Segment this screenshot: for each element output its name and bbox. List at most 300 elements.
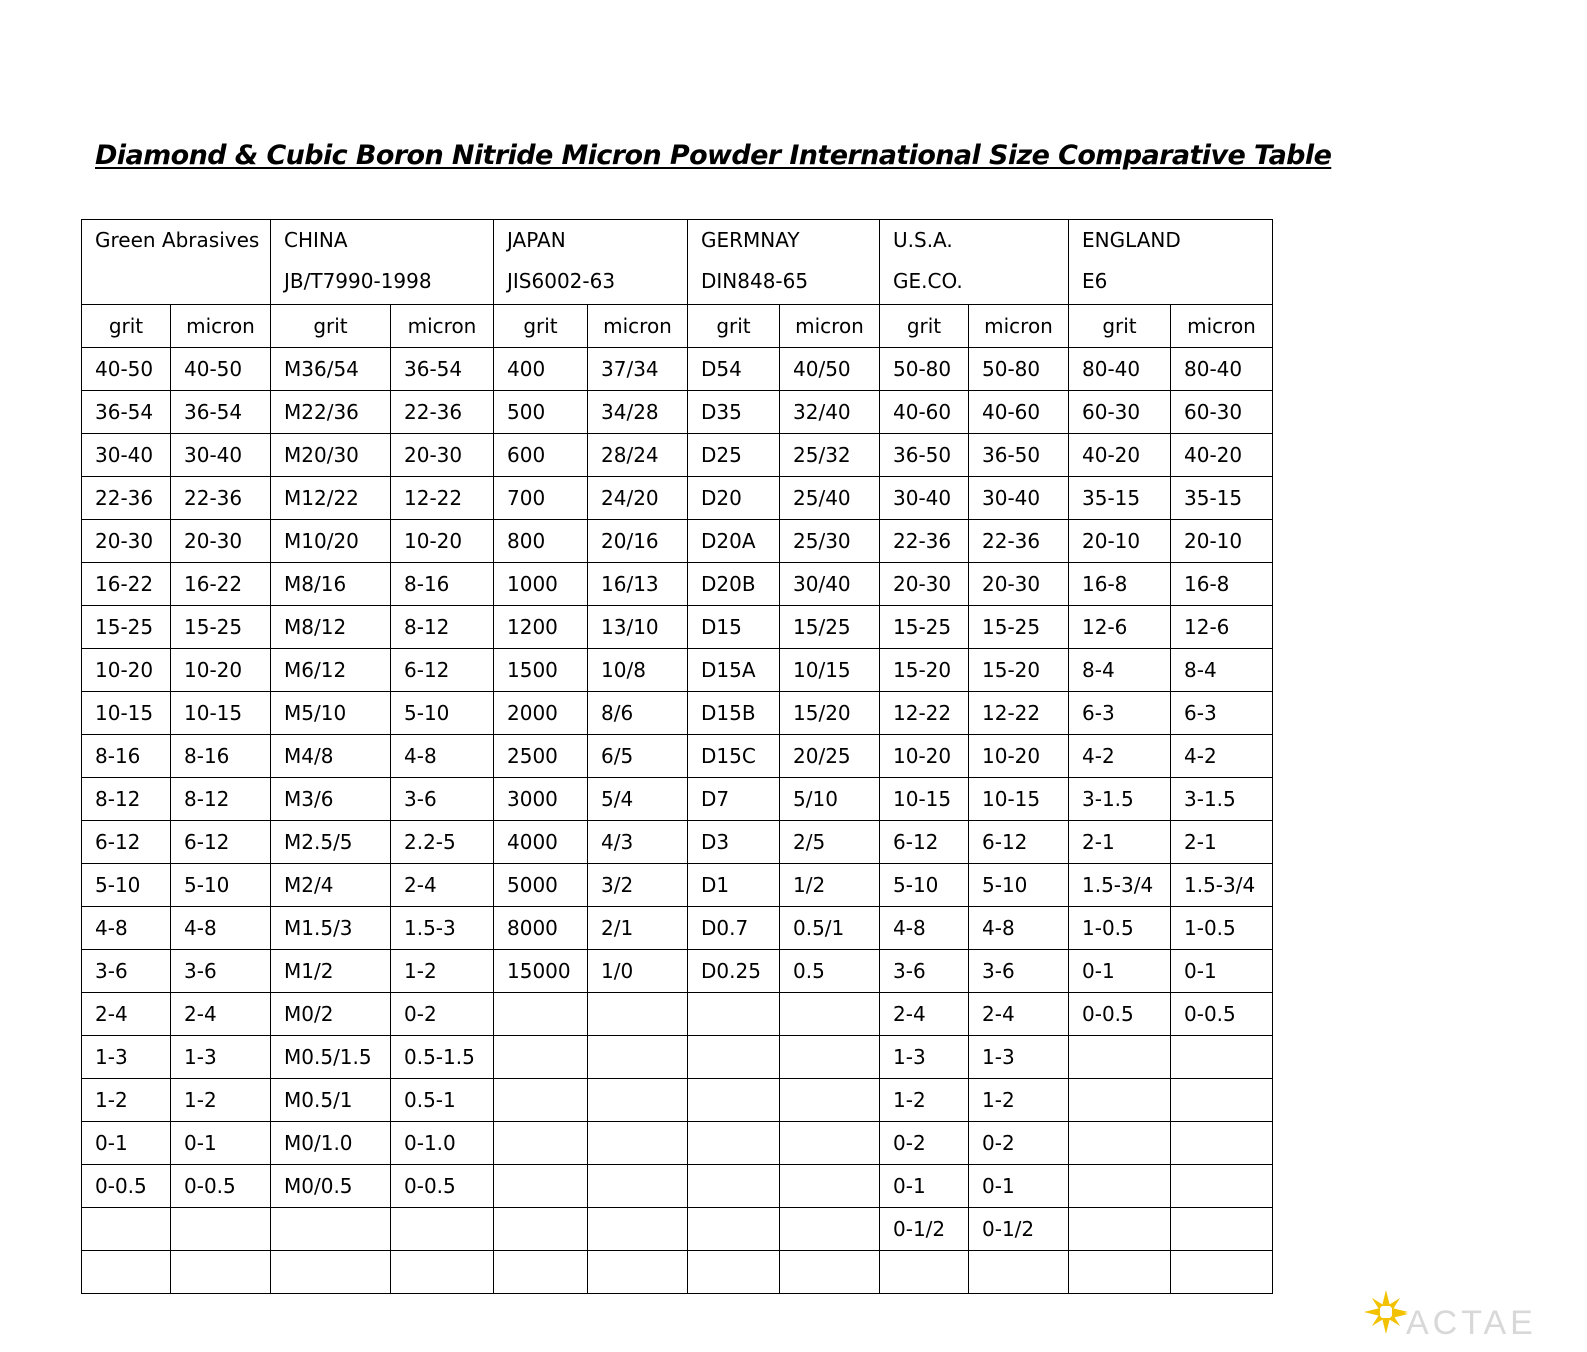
table-row bbox=[82, 1165, 1273, 1208]
table-cell: 6-12 bbox=[880, 821, 969, 864]
table-cell bbox=[780, 1251, 880, 1294]
table-cell: 1-3 bbox=[171, 1036, 271, 1079]
table-cell bbox=[82, 1251, 171, 1294]
table-cell: 30-40 bbox=[82, 434, 171, 477]
table-cell: 10-20 bbox=[82, 649, 171, 692]
table-cell: 0-0.5 bbox=[1069, 993, 1171, 1036]
table-cell: M1/2 bbox=[271, 950, 391, 993]
table-cell: 1-2 bbox=[171, 1079, 271, 1122]
region-header bbox=[494, 220, 688, 305]
table-cell: 6-3 bbox=[1171, 692, 1273, 735]
table-cell: 40-20 bbox=[1171, 434, 1273, 477]
table-cell: M10/20 bbox=[271, 520, 391, 563]
table-cell: 16-22 bbox=[82, 563, 171, 606]
table-cell: 1-0.5 bbox=[1171, 907, 1273, 950]
table-cell bbox=[494, 1122, 588, 1165]
table-cell bbox=[271, 1208, 391, 1251]
table-cell: 5-10 bbox=[82, 864, 171, 907]
table-cell bbox=[391, 1208, 494, 1251]
table-cell bbox=[494, 1079, 588, 1122]
table-cell: 40-60 bbox=[969, 391, 1069, 434]
table-cell bbox=[1171, 1036, 1273, 1079]
table-row bbox=[82, 864, 1273, 907]
table-cell bbox=[1171, 1208, 1273, 1251]
table-cell: 1.5-3 bbox=[391, 907, 494, 950]
table-cell: 5-10 bbox=[391, 692, 494, 735]
table-cell: M8/16 bbox=[271, 563, 391, 606]
table-cell: 0-1/2 bbox=[880, 1208, 969, 1251]
table-cell: 20-30 bbox=[880, 563, 969, 606]
table-cell: M0/2 bbox=[271, 993, 391, 1036]
table-cell: 0-2 bbox=[969, 1122, 1069, 1165]
table-cell: 4000 bbox=[494, 821, 588, 864]
table-cell: 25/32 bbox=[780, 434, 880, 477]
table-cell bbox=[1069, 1208, 1171, 1251]
table-cell: 4/3 bbox=[588, 821, 688, 864]
table-cell: 20/25 bbox=[780, 735, 880, 778]
region-name: JAPAN bbox=[507, 228, 566, 252]
table-cell: 4-2 bbox=[1069, 735, 1171, 778]
table-cell: 36-50 bbox=[880, 434, 969, 477]
table-cell: 28/24 bbox=[588, 434, 688, 477]
table-cell: 2/5 bbox=[780, 821, 880, 864]
table-cell: 20-30 bbox=[171, 520, 271, 563]
table-cell: 16-8 bbox=[1171, 563, 1273, 606]
table-cell bbox=[688, 1208, 780, 1251]
table-cell: D15C bbox=[688, 735, 780, 778]
table-cell: 20/16 bbox=[588, 520, 688, 563]
table-cell: M5/10 bbox=[271, 692, 391, 735]
table-cell: 800 bbox=[494, 520, 588, 563]
table-cell: 0-2 bbox=[391, 993, 494, 1036]
region-name: CHINA bbox=[284, 228, 348, 252]
table-cell: 15000 bbox=[494, 950, 588, 993]
table-cell: 8-12 bbox=[391, 606, 494, 649]
table-cell: 20-30 bbox=[969, 563, 1069, 606]
table-row bbox=[82, 993, 1273, 1036]
table-cell: 15/25 bbox=[780, 606, 880, 649]
size-comparison-table bbox=[81, 219, 1273, 1294]
table-cell: 10-15 bbox=[82, 692, 171, 735]
table-row bbox=[82, 434, 1273, 477]
table-cell: M6/12 bbox=[271, 649, 391, 692]
table-cell: D7 bbox=[688, 778, 780, 821]
table-cell: D3 bbox=[688, 821, 780, 864]
table-cell: 8-4 bbox=[1069, 649, 1171, 692]
table-cell: 35-15 bbox=[1069, 477, 1171, 520]
table-cell: 4-8 bbox=[82, 907, 171, 950]
table-cell: 16-22 bbox=[171, 563, 271, 606]
table-cell: 0-1/2 bbox=[969, 1208, 1069, 1251]
table-cell: 5/4 bbox=[588, 778, 688, 821]
table-cell: 8-4 bbox=[1171, 649, 1273, 692]
region-header bbox=[688, 220, 880, 305]
table-cell: 5-10 bbox=[880, 864, 969, 907]
table-cell: D0.25 bbox=[688, 950, 780, 993]
table-cell bbox=[494, 1165, 588, 1208]
table-cell: 4-8 bbox=[171, 907, 271, 950]
region-standard: JB/T7990-1998 bbox=[284, 269, 432, 293]
table-cell: 0-2 bbox=[880, 1122, 969, 1165]
table-cell: 0-0.5 bbox=[82, 1165, 171, 1208]
table-cell: 700 bbox=[494, 477, 588, 520]
table-cell: 0-0.5 bbox=[171, 1165, 271, 1208]
table-cell: D35 bbox=[688, 391, 780, 434]
table-cell: M12/22 bbox=[271, 477, 391, 520]
table-cell: 15-25 bbox=[969, 606, 1069, 649]
logo-text: ACTAE bbox=[1406, 1304, 1537, 1342]
table-cell: 3-6 bbox=[391, 778, 494, 821]
table-cell: 22-36 bbox=[969, 520, 1069, 563]
table-cell: 10-20 bbox=[969, 735, 1069, 778]
table-cell bbox=[171, 1208, 271, 1251]
table-cell: 8-12 bbox=[171, 778, 271, 821]
table-cell: 2000 bbox=[494, 692, 588, 735]
table-cell bbox=[780, 1122, 880, 1165]
table-cell: 2/1 bbox=[588, 907, 688, 950]
region-header-row bbox=[82, 220, 1273, 305]
table-cell: 0-1 bbox=[1171, 950, 1273, 993]
table-row bbox=[82, 649, 1273, 692]
unit-header-cell: micron bbox=[780, 305, 880, 348]
table-cell: 1.5-3/4 bbox=[1069, 864, 1171, 907]
table-cell: 3-6 bbox=[880, 950, 969, 993]
table-cell: 4-8 bbox=[391, 735, 494, 778]
table-cell: 5000 bbox=[494, 864, 588, 907]
table-cell: 2-4 bbox=[171, 993, 271, 1036]
table-cell: 13/10 bbox=[588, 606, 688, 649]
table-cell: 40-50 bbox=[82, 348, 171, 391]
table-cell: 25/30 bbox=[780, 520, 880, 563]
page-title: Diamond & Cubic Boron Nitride Micron Powder International Size Comparative Table bbox=[95, 140, 1332, 171]
table-cell: 8-12 bbox=[82, 778, 171, 821]
table-cell bbox=[688, 1165, 780, 1208]
table-cell: 1-3 bbox=[880, 1036, 969, 1079]
unit-header-cell: micron bbox=[1171, 305, 1273, 348]
table-cell: 40-20 bbox=[1069, 434, 1171, 477]
table-cell bbox=[588, 1208, 688, 1251]
table-cell bbox=[494, 1036, 588, 1079]
table-cell bbox=[1069, 1251, 1171, 1294]
table-cell: 1000 bbox=[494, 563, 588, 606]
table-cell: 3-6 bbox=[171, 950, 271, 993]
table-cell: M0/0.5 bbox=[271, 1165, 391, 1208]
table-cell: 60-30 bbox=[1069, 391, 1171, 434]
table-cell: 0.5-1 bbox=[391, 1079, 494, 1122]
table-cell: 16/13 bbox=[588, 563, 688, 606]
table-row bbox=[82, 950, 1273, 993]
table-cell: 80-40 bbox=[1171, 348, 1273, 391]
table-cell: 1/2 bbox=[780, 864, 880, 907]
region-header bbox=[82, 220, 271, 305]
table-cell: M4/8 bbox=[271, 735, 391, 778]
table-cell: 400 bbox=[494, 348, 588, 391]
table-cell bbox=[780, 1079, 880, 1122]
table-cell bbox=[1069, 1036, 1171, 1079]
table-cell bbox=[780, 1208, 880, 1251]
table-cell: 6-12 bbox=[391, 649, 494, 692]
region-standard: JIS6002-63 bbox=[507, 269, 616, 293]
table-cell: 2-4 bbox=[880, 993, 969, 1036]
unit-header-cell: micron bbox=[391, 305, 494, 348]
table-cell: 36-54 bbox=[171, 391, 271, 434]
table-cell: M0.5/1.5 bbox=[271, 1036, 391, 1079]
table-cell: 60-30 bbox=[1171, 391, 1273, 434]
table-cell: 15-25 bbox=[82, 606, 171, 649]
table-cell: 15-25 bbox=[171, 606, 271, 649]
table-cell: 1-0.5 bbox=[1069, 907, 1171, 950]
table-cell bbox=[494, 993, 588, 1036]
table-cell bbox=[588, 1251, 688, 1294]
table-cell: 0-1 bbox=[82, 1122, 171, 1165]
region-name: ENGLAND bbox=[1082, 228, 1181, 252]
table-cell: 32/40 bbox=[780, 391, 880, 434]
table-cell: 2500 bbox=[494, 735, 588, 778]
table-cell: 8-16 bbox=[82, 735, 171, 778]
unit-header-cell: grit bbox=[82, 305, 171, 348]
table-cell: 10-15 bbox=[969, 778, 1069, 821]
table-cell: 1500 bbox=[494, 649, 588, 692]
table-cell bbox=[171, 1251, 271, 1294]
table-cell: 15-20 bbox=[969, 649, 1069, 692]
table-cell: 0.5-1.5 bbox=[391, 1036, 494, 1079]
table-cell: 2-4 bbox=[969, 993, 1069, 1036]
table-cell: 50-80 bbox=[969, 348, 1069, 391]
table-cell: 22-36 bbox=[171, 477, 271, 520]
table-cell: 0-1 bbox=[969, 1165, 1069, 1208]
table-cell: 2-4 bbox=[391, 864, 494, 907]
unit-header-cell: grit bbox=[1069, 305, 1171, 348]
table-cell: 1-2 bbox=[880, 1079, 969, 1122]
table-cell bbox=[588, 1079, 688, 1122]
table-cell: 1-2 bbox=[391, 950, 494, 993]
table-cell bbox=[391, 1251, 494, 1294]
table-cell: 24/20 bbox=[588, 477, 688, 520]
table-cell: 0-0.5 bbox=[391, 1165, 494, 1208]
watermark-logo bbox=[1360, 1286, 1587, 1352]
table-cell bbox=[588, 1122, 688, 1165]
table-cell: M22/36 bbox=[271, 391, 391, 434]
table-row bbox=[82, 692, 1273, 735]
table-cell: 5-10 bbox=[171, 864, 271, 907]
table-cell: D20B bbox=[688, 563, 780, 606]
table-cell bbox=[780, 993, 880, 1036]
table-cell bbox=[1069, 1122, 1171, 1165]
region-header bbox=[1069, 220, 1273, 305]
table-row bbox=[82, 778, 1273, 821]
table-cell: 12-22 bbox=[391, 477, 494, 520]
table-cell bbox=[271, 1251, 391, 1294]
table-row bbox=[82, 606, 1273, 649]
table-cell: 0-1 bbox=[1069, 950, 1171, 993]
table-cell: D54 bbox=[688, 348, 780, 391]
table-cell: 10/8 bbox=[588, 649, 688, 692]
table-cell: M2.5/5 bbox=[271, 821, 391, 864]
table-cell: 0-1.0 bbox=[391, 1122, 494, 1165]
region-standard: DIN848-65 bbox=[701, 269, 809, 293]
table-cell: 36-50 bbox=[969, 434, 1069, 477]
region-header bbox=[271, 220, 494, 305]
table-cell: 36-54 bbox=[391, 348, 494, 391]
table-cell: D15 bbox=[688, 606, 780, 649]
table-cell: 2-1 bbox=[1171, 821, 1273, 864]
table-cell: 0-1 bbox=[171, 1122, 271, 1165]
table-cell: M36/54 bbox=[271, 348, 391, 391]
table-row bbox=[82, 1208, 1273, 1251]
table-cell: 6/5 bbox=[588, 735, 688, 778]
table-cell: D15A bbox=[688, 649, 780, 692]
table-row bbox=[82, 520, 1273, 563]
table-cell: 10-20 bbox=[171, 649, 271, 692]
unit-header-cell: micron bbox=[588, 305, 688, 348]
table-cell bbox=[82, 1208, 171, 1251]
table-cell bbox=[688, 1122, 780, 1165]
table-cell: 20-30 bbox=[391, 434, 494, 477]
table-cell bbox=[588, 993, 688, 1036]
table-cell: 30/40 bbox=[780, 563, 880, 606]
table-cell: 3-1.5 bbox=[1171, 778, 1273, 821]
table-cell: 1-3 bbox=[82, 1036, 171, 1079]
table-cell: 6-12 bbox=[82, 821, 171, 864]
unit-header-cell: grit bbox=[271, 305, 391, 348]
table-cell: 1200 bbox=[494, 606, 588, 649]
unit-header-cell: micron bbox=[171, 305, 271, 348]
table-cell: 12-22 bbox=[880, 692, 969, 735]
table-row bbox=[82, 348, 1273, 391]
table-cell: 35-15 bbox=[1171, 477, 1273, 520]
table-cell: 30-40 bbox=[171, 434, 271, 477]
table-row bbox=[82, 563, 1273, 606]
table-cell: 22-36 bbox=[82, 477, 171, 520]
table-row bbox=[82, 821, 1273, 864]
table-cell: 12-22 bbox=[969, 692, 1069, 735]
table-cell: 0-1 bbox=[880, 1165, 969, 1208]
table-cell: 0.5 bbox=[780, 950, 880, 993]
unit-header-cell: micron bbox=[969, 305, 1069, 348]
table-cell: 0.5/1 bbox=[780, 907, 880, 950]
table-cell: 15/20 bbox=[780, 692, 880, 735]
table-cell: 5-10 bbox=[969, 864, 1069, 907]
table-row bbox=[82, 1122, 1273, 1165]
table-cell: 6-12 bbox=[969, 821, 1069, 864]
unit-header-cell: grit bbox=[880, 305, 969, 348]
table-cell: M2/4 bbox=[271, 864, 391, 907]
table-cell: 16-8 bbox=[1069, 563, 1171, 606]
table-cell: 8-16 bbox=[171, 735, 271, 778]
table-cell bbox=[688, 1036, 780, 1079]
table-cell: 8-16 bbox=[391, 563, 494, 606]
table-cell: M0/1.0 bbox=[271, 1122, 391, 1165]
table-cell: 25/40 bbox=[780, 477, 880, 520]
table-cell bbox=[880, 1251, 969, 1294]
table-cell: D0.7 bbox=[688, 907, 780, 950]
table-cell: 0-0.5 bbox=[1171, 993, 1273, 1036]
table-cell: 50-80 bbox=[880, 348, 969, 391]
table-cell: 20-10 bbox=[1069, 520, 1171, 563]
table-row bbox=[82, 391, 1273, 434]
table-cell: 4-8 bbox=[969, 907, 1069, 950]
table-row bbox=[82, 735, 1273, 778]
table-row bbox=[82, 1036, 1273, 1079]
table-cell: 2.2-5 bbox=[391, 821, 494, 864]
table-cell: 20-30 bbox=[82, 520, 171, 563]
table-row bbox=[82, 907, 1273, 950]
table-cell: 30-40 bbox=[880, 477, 969, 520]
table-cell: 3-6 bbox=[969, 950, 1069, 993]
table-cell: D20 bbox=[688, 477, 780, 520]
table-cell: 3/2 bbox=[588, 864, 688, 907]
table-cell: 6-3 bbox=[1069, 692, 1171, 735]
table-cell bbox=[688, 1251, 780, 1294]
table-cell bbox=[1171, 1122, 1273, 1165]
unit-header-cell: grit bbox=[494, 305, 588, 348]
table-cell: 1-2 bbox=[969, 1079, 1069, 1122]
table-cell: 1/0 bbox=[588, 950, 688, 993]
table-cell bbox=[780, 1165, 880, 1208]
table-cell: 5/10 bbox=[780, 778, 880, 821]
table-cell: 500 bbox=[494, 391, 588, 434]
table-cell: 30-40 bbox=[969, 477, 1069, 520]
table-cell: D15B bbox=[688, 692, 780, 735]
table-cell bbox=[494, 1208, 588, 1251]
star-burst-logo-icon bbox=[1360, 1286, 1587, 1352]
table-cell: 3-6 bbox=[82, 950, 171, 993]
table-cell: 2-1 bbox=[1069, 821, 1171, 864]
table-cell: 1-3 bbox=[969, 1036, 1069, 1079]
table-cell: 4-8 bbox=[880, 907, 969, 950]
table-row bbox=[82, 1251, 1273, 1294]
table-cell: 6-12 bbox=[171, 821, 271, 864]
region-standard: GE.CO. bbox=[893, 269, 963, 293]
table-cell: 40/50 bbox=[780, 348, 880, 391]
table-cell bbox=[1069, 1079, 1171, 1122]
table-cell: 3-1.5 bbox=[1069, 778, 1171, 821]
table-cell: D25 bbox=[688, 434, 780, 477]
table-cell bbox=[688, 993, 780, 1036]
table-cell: 600 bbox=[494, 434, 588, 477]
table-cell bbox=[780, 1036, 880, 1079]
table-cell bbox=[969, 1251, 1069, 1294]
table-cell: 36-54 bbox=[82, 391, 171, 434]
table-cell: M1.5/3 bbox=[271, 907, 391, 950]
region-standard: E6 bbox=[1082, 269, 1108, 293]
table-cell: 10-20 bbox=[880, 735, 969, 778]
table-cell: 15-25 bbox=[880, 606, 969, 649]
table-cell: M3/6 bbox=[271, 778, 391, 821]
unit-header-cell: grit bbox=[688, 305, 780, 348]
table-cell: D1 bbox=[688, 864, 780, 907]
table-cell: 1-2 bbox=[82, 1079, 171, 1122]
table-cell: 34/28 bbox=[588, 391, 688, 434]
table-cell bbox=[1069, 1165, 1171, 1208]
table-cell: 80-40 bbox=[1069, 348, 1171, 391]
table-cell: 2-4 bbox=[82, 993, 171, 1036]
table-cell bbox=[494, 1251, 588, 1294]
table-cell: 12-6 bbox=[1069, 606, 1171, 649]
table-cell: 10/15 bbox=[780, 649, 880, 692]
table-cell: 1.5-3/4 bbox=[1171, 864, 1273, 907]
table-cell: 40-60 bbox=[880, 391, 969, 434]
table-cell bbox=[1171, 1251, 1273, 1294]
table-cell: M8/12 bbox=[271, 606, 391, 649]
table-row bbox=[82, 477, 1273, 520]
table-cell: 4-2 bbox=[1171, 735, 1273, 778]
region-name: U.S.A. bbox=[893, 228, 953, 252]
table-cell: 8000 bbox=[494, 907, 588, 950]
table-cell: 10-15 bbox=[880, 778, 969, 821]
table-cell: 12-6 bbox=[1171, 606, 1273, 649]
region-name: GERMNAY bbox=[701, 228, 800, 252]
